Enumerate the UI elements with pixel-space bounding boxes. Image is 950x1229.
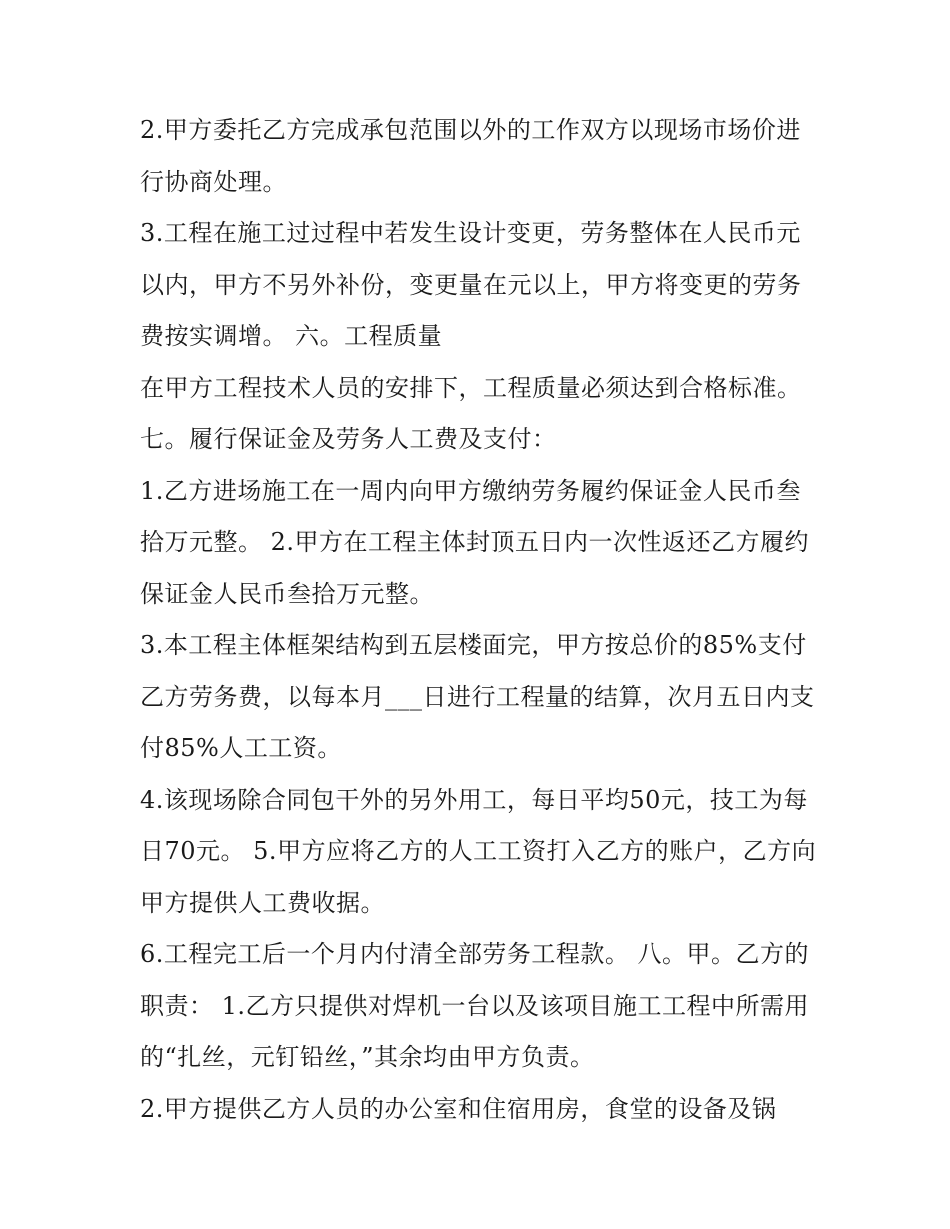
paragraph-extra-labor-wages: 4.该现场除合同包干外的另外用工，每日平均50元，技工为每日70元。 5.甲方应将乙方的人工工资打入乙方的账户，乙方向甲方提供人工费收据。	[140, 785, 817, 917]
section-heading-payment: 七。履行保证金及劳务人工费及支付：	[140, 425, 557, 453]
paragraph-clause-2-extra-work: 2.甲方委托乙方完成承包范围以外的工作双方以现场市场价进行协商处理。	[140, 116, 801, 196]
paragraph-deposit: 1.乙方进场施工在一周内向甲方缴纳劳务履约保证金人民币叁拾万元整。 2.甲方在工程主体封顶五日内一次性返还乙方履约保证金人民币叁拾万元整。	[140, 476, 810, 608]
paragraph-quality-standard: 在甲方工程技术人员的安排下，工程质量必须达到合格标准。	[140, 373, 802, 402]
paragraph-clause-3-design-change: 3.工程在施工过过程中若发生设计变更，劳务整体在人民币元以内，甲方不另外补份，变更量在元以上，甲方将变更的劳务费按实调增。 六。工程质量	[140, 219, 802, 350]
document-body	[140, 105, 820, 1135]
paragraph-payment-schedule: 3.本工程主体框架结构到五层楼面完，甲方按总价的85%支付乙方劳务费，以每本月___日进行工程量的结算，次月五日内支付85%人工工资。	[140, 631, 815, 762]
paragraph-office-housing: 2.甲方提供乙方人员的办公室和住宿用房，食堂的设备及锅	[140, 1094, 777, 1123]
paragraph-final-payment-duties: 6.工程完工后一个月内付清全部劳务工程款。 八。甲。乙方的职责： 1.乙方只提供对焊机一台以及该项目施工工程中所需用的“扎丝，元钉铅丝，”其余均由甲方负责。	[140, 940, 810, 1071]
